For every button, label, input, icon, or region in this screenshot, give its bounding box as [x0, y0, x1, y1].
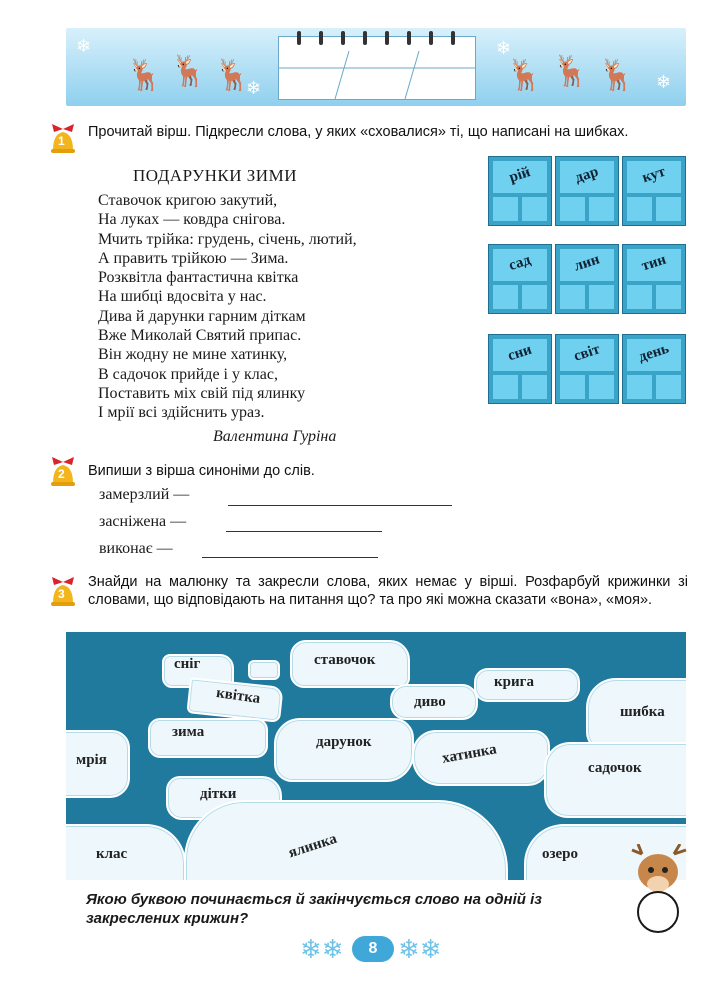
task-number: 3 [58, 587, 65, 601]
ice-word: шибка [620, 704, 665, 720]
poem-line: Розквітла фантастична квітка [98, 269, 299, 287]
answer-line[interactable] [226, 531, 382, 532]
answer-line[interactable] [202, 557, 378, 558]
poem-line: Ставочок кригою закутий, [98, 192, 278, 209]
snowflake-icon: ❄ [496, 38, 512, 58]
ice-word: зима [172, 724, 205, 740]
window-word: дар [555, 156, 619, 226]
poem-title: ПОДАРУНКИ ЗИМИ [133, 166, 297, 185]
date-calendar-field[interactable] [278, 36, 476, 100]
ice-word: сніг [174, 656, 201, 672]
window-word: світ [555, 334, 619, 404]
window-word: кут [622, 156, 686, 226]
reindeer-icon: 🦌 [598, 59, 636, 92]
ice-word: клас [96, 846, 128, 862]
snowflake-icon: ❄ [656, 72, 672, 92]
poem-line: І мрії всі здійснить ураз. [98, 404, 265, 422]
answer-line[interactable] [228, 505, 452, 506]
question-text: Якою буквою починається й закінчується слово на одній із закреслених крижин? [86, 891, 542, 927]
ice-word: озеро [542, 846, 579, 862]
poem-line: На шибці вдосвіта у нас. [98, 288, 267, 306]
task-number: 1 [58, 134, 65, 148]
ice-word: крига [494, 674, 534, 690]
poem-line: Дива й дарунки гарним діткам [98, 307, 306, 325]
snowflake-icon: ❄ [246, 78, 262, 98]
synonym-word: замерзлий — [99, 486, 190, 503]
window-word: лин [555, 244, 619, 314]
synonym-word: виконає — [99, 540, 173, 557]
ice-word: ставочок [314, 652, 376, 668]
poem-line: В садочок прийде і у клас, [98, 365, 278, 383]
snowflake-icon: ❄❄ [300, 934, 344, 964]
snowflake-icon: ❄❄ [398, 934, 442, 964]
ice-word: мрія [76, 752, 107, 768]
poem-line: Мчить трійка: грудень, січень, лютий, [98, 230, 357, 248]
ice-floe [248, 660, 280, 680]
reindeer-icon: 🦌 [506, 59, 544, 92]
poem-line: Він жодну не мине хатинку, [98, 346, 288, 364]
ice-floe[interactable] [148, 718, 268, 758]
poem-line: А править трійкою — Зима. [98, 249, 289, 267]
ice-word: дарунок [316, 734, 372, 750]
answer-circle[interactable] [648, 902, 670, 924]
ice-word: квітка [215, 685, 262, 708]
ice-floes-picture [66, 632, 686, 880]
ice-floe[interactable] [184, 800, 508, 880]
task1-instruction: Прочитай вірш. Підкресли слова, у яких «сховалися» ті, що написані на шибках. [88, 124, 629, 140]
window-word: сад [488, 244, 552, 314]
task3-instruction: Знайди на малюнку та закресли слова, яких немає у вірші. Розфарбуй крижинки зі словами, що відповідають на питання що? та про які можна сказати «вона», «моя». [88, 574, 688, 608]
page-number: 8 [352, 936, 394, 962]
ice-word: диво [414, 694, 446, 710]
reindeer-icon: 🦌 [214, 59, 252, 92]
window-word: тин [622, 244, 686, 314]
poem-line: Вже Миколай Святий припас. [98, 327, 302, 345]
task-number: 2 [58, 467, 65, 481]
synonym-word: засніжена — [99, 513, 187, 530]
reindeer-icon: 🦌 [126, 59, 164, 92]
window-word: рій [488, 156, 552, 226]
poem-author: Валентина Гуріна [213, 428, 337, 445]
window-word: сни [488, 334, 552, 404]
poem-line: Поставить міх свій під ялинку [98, 384, 306, 402]
ice-word: дітки [200, 786, 237, 802]
reindeer-icon: 🦌 [552, 55, 590, 88]
poem-line: На луках — ковдра снігова. [98, 211, 286, 229]
poem [98, 191, 357, 423]
reindeer-icon: 🦌 [170, 55, 208, 88]
header-banner [66, 28, 686, 106]
ice-word: хатинка [440, 741, 498, 767]
task2-instruction: Випиши з вірша синоніми до слів. [88, 463, 315, 479]
ice-word: садочок [588, 760, 642, 776]
window-word: день [622, 334, 686, 404]
ice-word: ялинка [286, 830, 339, 862]
snowflake-icon: ❄ [76, 36, 92, 56]
calendar-grid [279, 37, 475, 99]
ice-floe[interactable] [544, 742, 686, 818]
